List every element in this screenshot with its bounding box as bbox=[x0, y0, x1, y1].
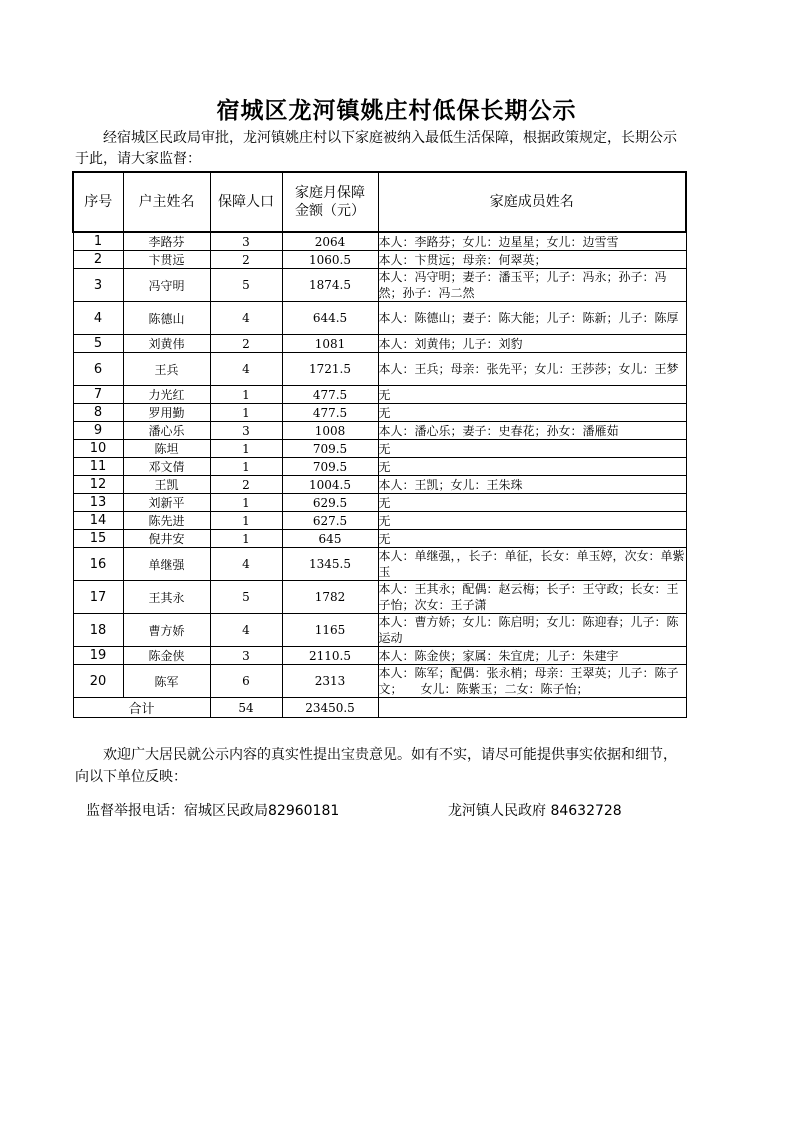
total-label: 合计 bbox=[73, 698, 210, 718]
row-seq: 7 bbox=[73, 386, 123, 404]
row-amount: 2313 bbox=[282, 665, 378, 698]
row-head-name: 罗用勤 bbox=[123, 404, 210, 422]
table-row bbox=[73, 665, 686, 698]
row-amount: 709.5 bbox=[282, 458, 378, 476]
header-seq: 序号 bbox=[73, 172, 123, 232]
contact-town-government: 龙河镇人民政府 84632728 bbox=[448, 803, 622, 819]
row-amount: 477.5 bbox=[282, 404, 378, 422]
row-head-name: 单继强 bbox=[123, 548, 210, 581]
subsidy-table bbox=[72, 171, 687, 718]
table-row bbox=[73, 494, 686, 512]
row-head-name: 陈金侠 bbox=[123, 647, 210, 665]
row-persons: 3 bbox=[210, 647, 282, 665]
row-seq: 2 bbox=[73, 251, 123, 269]
row-seq: 8 bbox=[73, 404, 123, 422]
row-persons: 6 bbox=[210, 665, 282, 698]
row-head-name: 陈先进 bbox=[123, 512, 210, 530]
header-persons: 保障人口 bbox=[210, 172, 282, 232]
row-seq: 4 bbox=[73, 302, 123, 335]
row-persons: 2 bbox=[210, 335, 282, 353]
row-head-name: 力光红 bbox=[123, 386, 210, 404]
row-members: 本人：单继强，，长子：单征，长女：单玉婷，次女：单紫玉 bbox=[378, 549, 685, 579]
row-amount: 645 bbox=[282, 530, 378, 548]
table-row bbox=[73, 440, 686, 458]
row-members: 无 bbox=[378, 494, 686, 512]
row-head-name: 曹方娇 bbox=[123, 614, 210, 647]
table-row bbox=[73, 647, 686, 665]
row-persons: 1 bbox=[210, 530, 282, 548]
row-members: 无 bbox=[378, 530, 686, 548]
row-persons: 2 bbox=[210, 476, 282, 494]
row-persons: 1 bbox=[210, 458, 282, 476]
table-row bbox=[73, 302, 686, 335]
row-amount: 1345.5 bbox=[282, 548, 378, 581]
row-head-name: 李路芬 bbox=[123, 232, 210, 251]
table-row bbox=[73, 353, 686, 386]
row-persons: 5 bbox=[210, 581, 282, 614]
row-seq: 16 bbox=[73, 548, 123, 581]
row-persons: 4 bbox=[210, 302, 282, 335]
table-row bbox=[73, 335, 686, 353]
row-members: 本人：刘黄伟；儿子：刘豹 bbox=[378, 335, 686, 353]
row-head-name: 刘新平 bbox=[123, 494, 210, 512]
row-amount: 629.5 bbox=[282, 494, 378, 512]
row-members: 本人：王凯；女儿：王朱珠 bbox=[378, 476, 686, 494]
row-seq: 10 bbox=[73, 440, 123, 458]
row-amount: 1782 bbox=[282, 581, 378, 614]
row-persons: 4 bbox=[210, 548, 282, 581]
row-seq: 5 bbox=[73, 335, 123, 353]
total-amount: 23450.5 bbox=[282, 698, 378, 718]
row-persons: 4 bbox=[210, 353, 282, 386]
header-members: 家庭成员姓名 bbox=[378, 172, 686, 232]
table-row bbox=[73, 476, 686, 494]
row-members: 本人：冯守明；妻子：潘玉平；儿子：冯永；孙子：冯然；孙子：冯二然 bbox=[378, 269, 686, 302]
row-persons: 1 bbox=[210, 494, 282, 512]
row-persons: 3 bbox=[210, 232, 282, 251]
row-amount: 1721.5 bbox=[282, 353, 378, 386]
table-row bbox=[73, 512, 686, 530]
row-seq: 14 bbox=[73, 512, 123, 530]
intro-paragraph: 经宿城区民政局审批，龙河镇姚庄村以下家庭被纳入最低生活保障，根据政策规定，长期公示于此，请大家监督： bbox=[75, 130, 677, 167]
row-persons: 1 bbox=[210, 404, 282, 422]
table-row bbox=[73, 404, 686, 422]
table-row bbox=[73, 530, 686, 548]
row-members: 本人：曹方娇；女儿：陈启明；女儿：陈迎春；儿子：陈运动 bbox=[378, 614, 686, 647]
total-row bbox=[73, 698, 686, 718]
row-seq: 11 bbox=[73, 458, 123, 476]
row-members: 本人：王其永；配偶：赵云梅；长子：王守政；长女：王子怡；次女：王子潇 bbox=[378, 581, 686, 614]
table-row bbox=[73, 386, 686, 404]
header-amount bbox=[282, 172, 378, 232]
table-row bbox=[73, 581, 686, 614]
row-amount: 1081 bbox=[282, 335, 378, 353]
row-amount: 644.5 bbox=[282, 302, 378, 335]
total-persons: 54 bbox=[210, 698, 282, 718]
header-amount-line1: 家庭月保障 bbox=[295, 185, 365, 201]
row-amount: 2110.5 bbox=[282, 647, 378, 665]
row-persons: 5 bbox=[210, 269, 282, 302]
row-seq: 13 bbox=[73, 494, 123, 512]
contact-civil-affairs: 监督举报电话：宿城区民政局82960181 bbox=[86, 803, 340, 819]
row-members: 本人：李路芬；女儿：边星星；女儿：边雪雪 bbox=[378, 232, 686, 251]
row-members: 无 bbox=[378, 458, 686, 476]
table-row bbox=[73, 269, 686, 302]
row-head-name: 邓文倩 bbox=[123, 458, 210, 476]
table-header-row bbox=[73, 172, 686, 232]
row-head-name: 刘黄伟 bbox=[123, 335, 210, 353]
row-amount: 627.5 bbox=[282, 512, 378, 530]
row-seq: 12 bbox=[73, 476, 123, 494]
row-head-name: 陈德山 bbox=[123, 302, 210, 335]
row-members: 本人：王兵；母亲：张先平；女儿：王莎莎；女儿：王梦 bbox=[378, 353, 686, 386]
row-head-name: 王凯 bbox=[123, 476, 210, 494]
row-amount: 1165 bbox=[282, 614, 378, 647]
row-amount: 1060.5 bbox=[282, 251, 378, 269]
row-amount: 709.5 bbox=[282, 440, 378, 458]
row-amount: 1004.5 bbox=[282, 476, 378, 494]
header-amount-line2: 金额（元） bbox=[295, 203, 365, 219]
row-seq: 15 bbox=[73, 530, 123, 548]
row-amount: 1008 bbox=[282, 422, 378, 440]
row-members: 无 bbox=[378, 512, 686, 530]
row-seq: 1 bbox=[73, 232, 123, 251]
row-amount: 2064 bbox=[282, 232, 378, 251]
header-head-name: 户主姓名 bbox=[123, 172, 210, 232]
row-persons: 1 bbox=[210, 386, 282, 404]
row-head-name: 陈坦 bbox=[123, 440, 210, 458]
row-head-name: 王其永 bbox=[123, 581, 210, 614]
row-persons: 1 bbox=[210, 512, 282, 530]
row-head-name: 王兵 bbox=[123, 353, 210, 386]
row-members: 本人：陈军；配偶：张永梢；母亲：王翠英；儿子：陈子文； 女儿：陈紫玉；二女：陈子怡； bbox=[378, 665, 686, 698]
table-row bbox=[73, 232, 686, 251]
row-seq: 17 bbox=[73, 581, 123, 614]
row-head-name: 卞贯远 bbox=[123, 251, 210, 269]
row-seq: 9 bbox=[73, 422, 123, 440]
row-amount: 1874.5 bbox=[282, 269, 378, 302]
row-seq: 3 bbox=[73, 269, 123, 302]
row-seq: 19 bbox=[73, 647, 123, 665]
row-head-name: 冯守明 bbox=[123, 269, 210, 302]
table-row bbox=[73, 548, 686, 581]
row-head-name: 陈军 bbox=[123, 665, 210, 698]
row-members: 本人：陈金侠；家属：朱宜虎；儿子：朱建宇 bbox=[378, 647, 686, 665]
table-row bbox=[73, 458, 686, 476]
row-persons: 1 bbox=[210, 440, 282, 458]
feedback-note: 欢迎广大居民就公示内容的真实性提出宝贵意见。如有不实，请尽可能提供事实依据和细节，向以下单位反映： bbox=[75, 747, 677, 785]
row-members: 本人：潘心乐；妻子：史春花；孙女：潘雁茹 bbox=[378, 422, 686, 440]
row-amount: 477.5 bbox=[282, 386, 378, 404]
row-head-name: 潘心乐 bbox=[123, 422, 210, 440]
row-seq: 18 bbox=[73, 614, 123, 647]
row-persons: 2 bbox=[210, 251, 282, 269]
row-members: 无 bbox=[378, 404, 686, 422]
table-row bbox=[73, 614, 686, 647]
row-head-name: 倪井安 bbox=[123, 530, 210, 548]
row-persons: 3 bbox=[210, 422, 282, 440]
table-row bbox=[73, 422, 686, 440]
row-seq: 6 bbox=[73, 353, 123, 386]
table-row bbox=[73, 251, 686, 269]
row-members: 无 bbox=[378, 386, 686, 404]
row-seq: 20 bbox=[73, 665, 123, 698]
total-members-empty bbox=[378, 698, 686, 718]
row-members: 无 bbox=[378, 440, 686, 458]
row-members: 本人：陈德山；妻子：陈大能；儿子：陈新；儿子：陈厚 bbox=[378, 302, 686, 335]
row-persons: 4 bbox=[210, 614, 282, 647]
row-members: 本人：卞贯远；母亲：何翠英； bbox=[378, 251, 686, 269]
page-title: 宿城区龙河镇姚庄村低保长期公示 bbox=[216, 97, 577, 124]
